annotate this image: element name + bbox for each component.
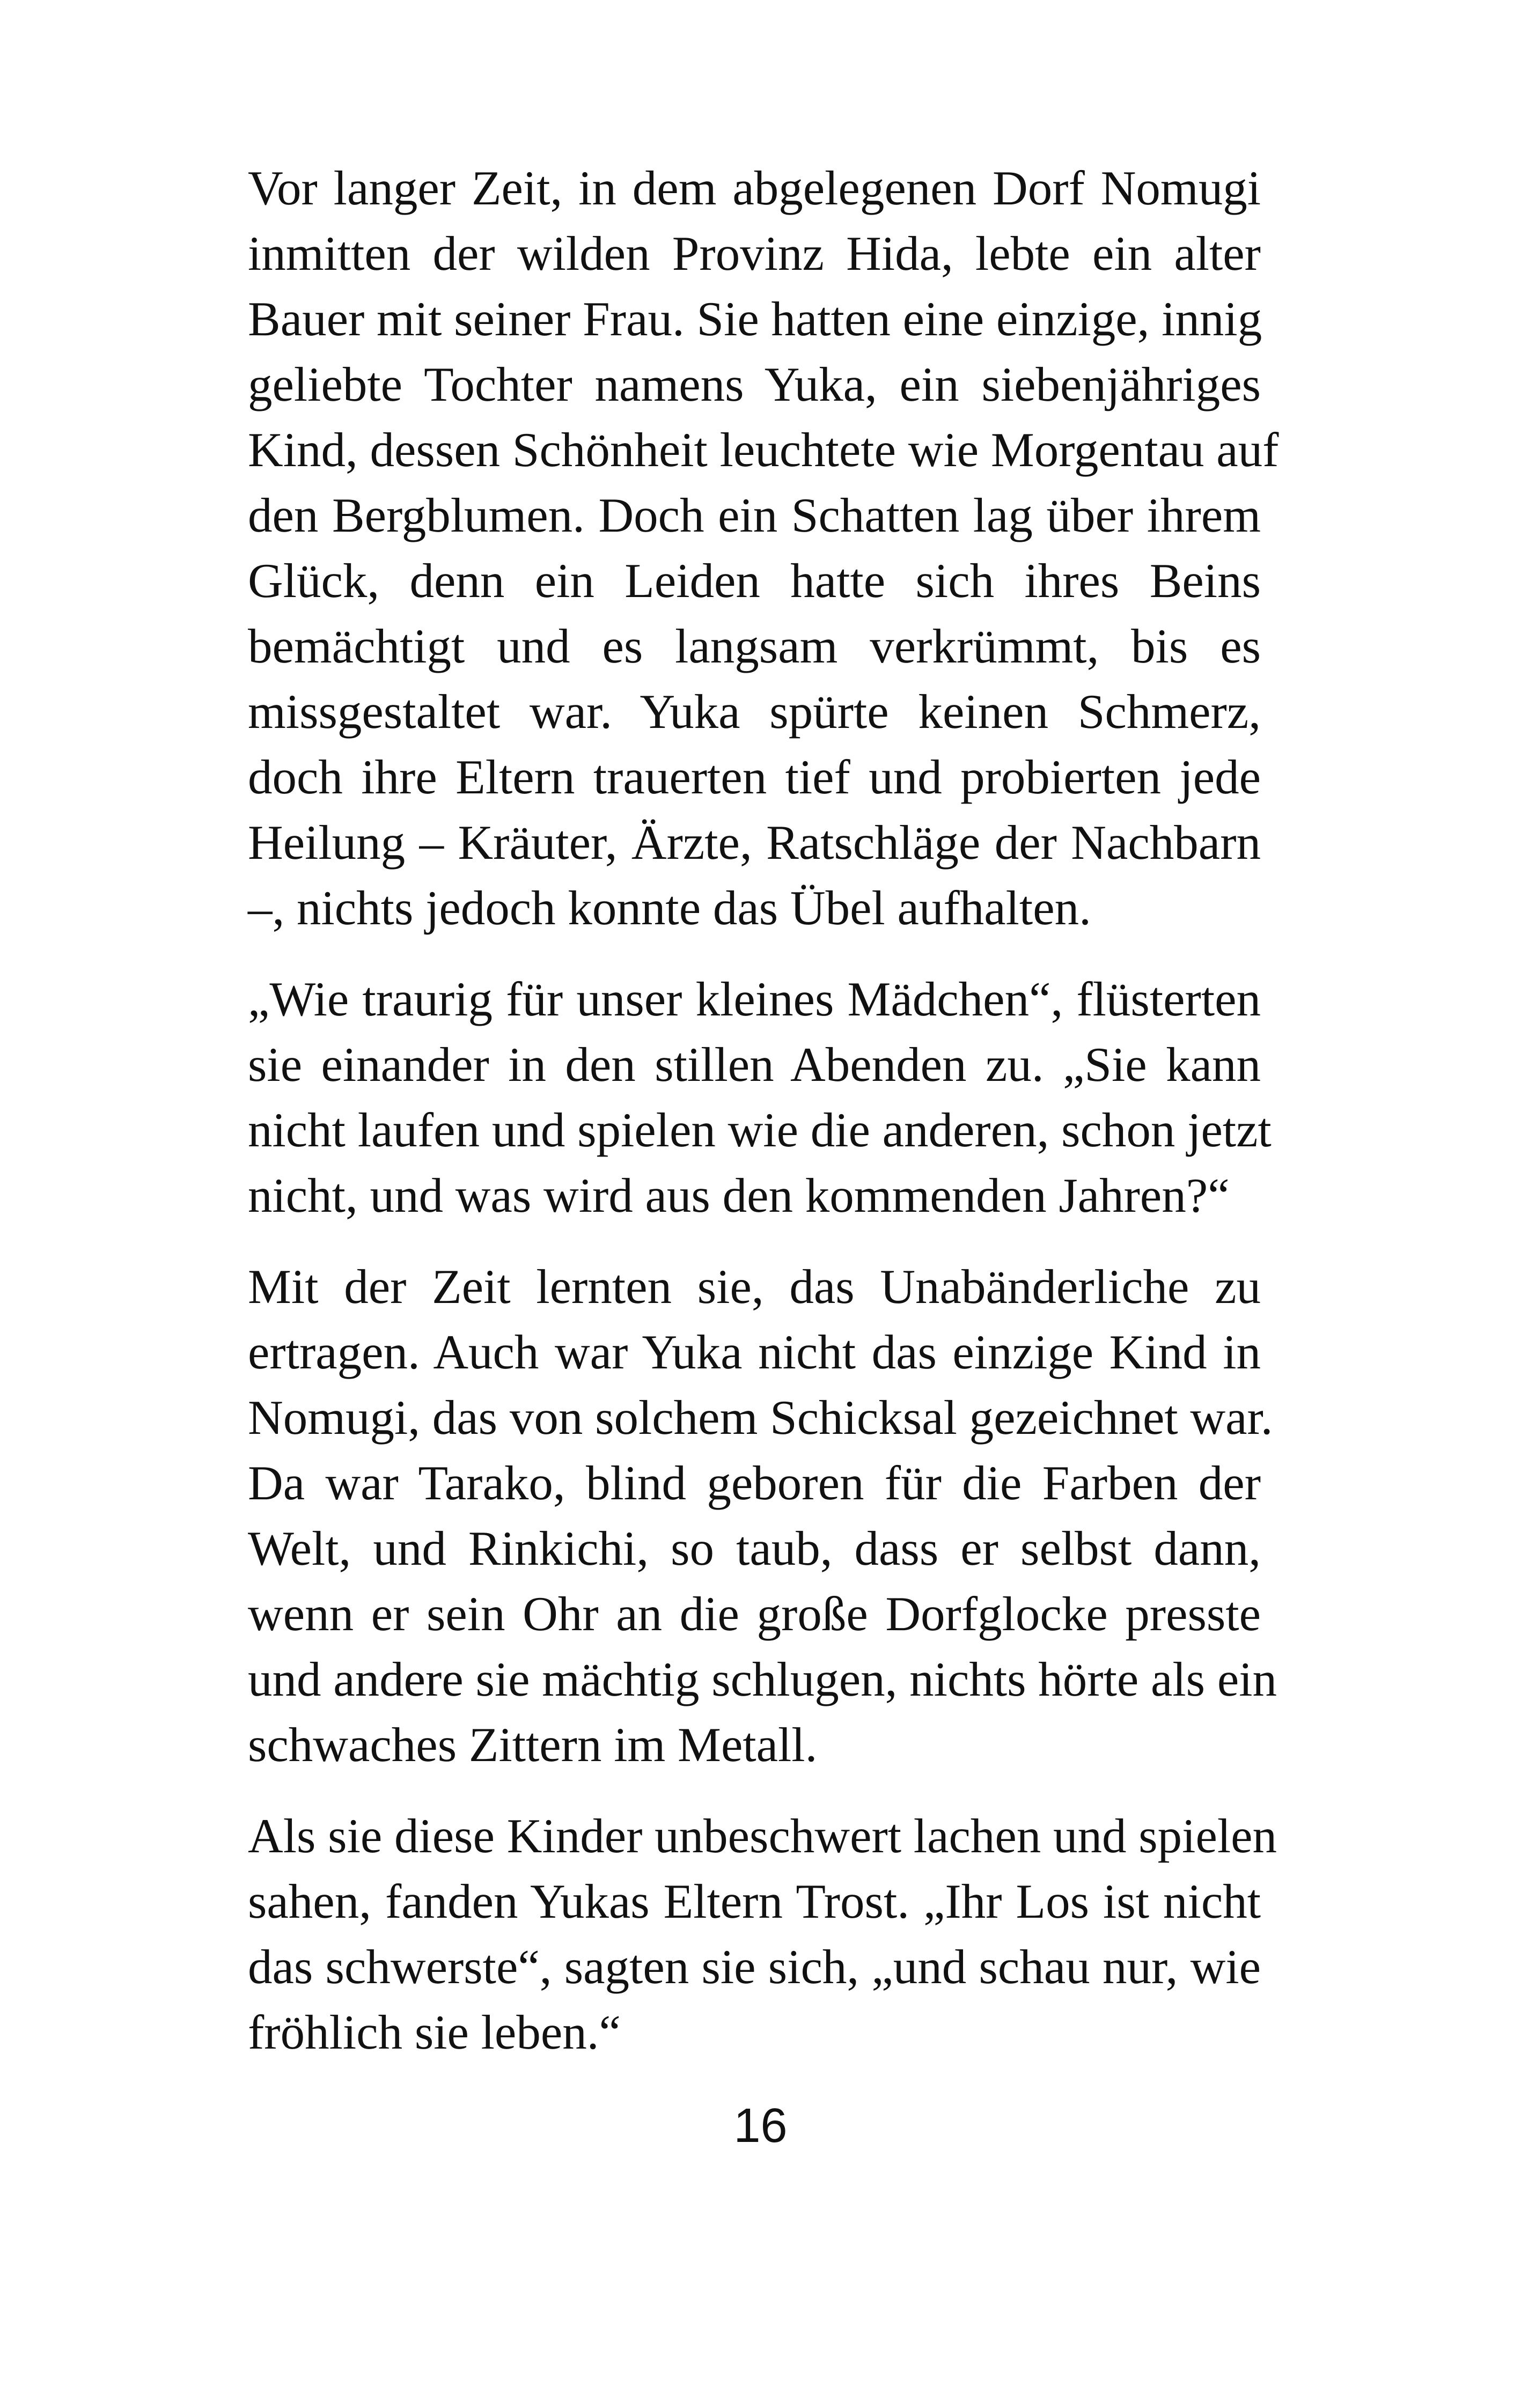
text-line: bemächtigt und es langsam verkrümmt, bis es xyxy=(248,619,1261,673)
text-line: schwaches Zittern im Metall. xyxy=(248,1718,818,1772)
text-line: sie einander in den stillen Abenden zu. „Sie kann xyxy=(248,1037,1261,1092)
paragraph-1 xyxy=(248,156,1279,941)
paragraph-3 xyxy=(248,1254,1277,1778)
body-text xyxy=(248,156,1279,2065)
text-line: sahen, fanden Yukas Eltern Trost. „Ihr Los ist nicht xyxy=(248,1874,1261,1928)
text-line: Mit der Zeit lernten sie, das Unabänderliche zu xyxy=(248,1260,1261,1314)
text-line: Heilung – Kräuter, Ärzte, Ratschläge der Nachbarn xyxy=(248,815,1261,870)
text-line: Vor langer Zeit, in dem abgelegenen Dorf Nomugi xyxy=(248,161,1261,215)
text-line: nicht laufen und spielen wie die anderen, schon jetzt xyxy=(248,1103,1272,1157)
text-line: fröhlich sie leben.“ xyxy=(248,2005,621,2059)
text-line: geliebte Tochter namens Yuka, ein siebenjähriges xyxy=(248,357,1261,411)
text-line: Welt, und Rinkichi, so taub, dass er selbst dann, xyxy=(248,1521,1261,1575)
text-line: ertragen. Auch war Yuka nicht das einzige Kind in xyxy=(248,1325,1261,1379)
text-line: Bauer mit seiner Frau. Sie hatten eine einzige, innig xyxy=(248,292,1262,346)
text-line: doch ihre Eltern trauerten tief und probierten jede xyxy=(248,750,1261,804)
paragraph-4 xyxy=(248,1803,1277,2065)
text-line: nicht, und was wird aus den kommenden Jahren?“ xyxy=(248,1168,1230,1223)
text-line: inmitten der wilden Provinz Hida, lebte ein alter xyxy=(248,226,1261,281)
text-line: das schwerste“, sagten sie sich, „und schau nur, wie xyxy=(248,1940,1261,1994)
text-line: Glück, denn ein Leiden hatte sich ihres Beins xyxy=(248,554,1261,608)
text-line: –, nichts jedoch konnte das Übel aufhalten. xyxy=(248,881,1091,935)
text-line: wenn er sein Ohr an die große Dorfglocke presste xyxy=(248,1587,1261,1641)
paragraph-2 xyxy=(248,967,1272,1228)
text-line: Kind, dessen Schönheit leuchtete wie Morgentau auf xyxy=(248,423,1279,477)
page-number: 16 xyxy=(733,2099,788,2153)
text-line: den Bergblumen. Doch ein Schatten lag über ihrem xyxy=(248,488,1261,542)
text-line: Als sie diese Kinder unbeschwert lachen und spielen xyxy=(248,1809,1277,1863)
text-line: Da war Tarako, blind geboren für die Farben der xyxy=(248,1456,1261,1510)
text-line: und andere sie mächtig schlugen, nichts hörte als ein xyxy=(248,1652,1277,1706)
text-line: „Wie traurig für unser kleines Mädchen“, flüsterten xyxy=(248,972,1261,1026)
text-line: missgestaltet war. Yuka spürte keinen Schmerz, xyxy=(248,684,1261,739)
text-line: Nomugi, das von solchem Schicksal gezeichnet war. xyxy=(248,1390,1273,1445)
